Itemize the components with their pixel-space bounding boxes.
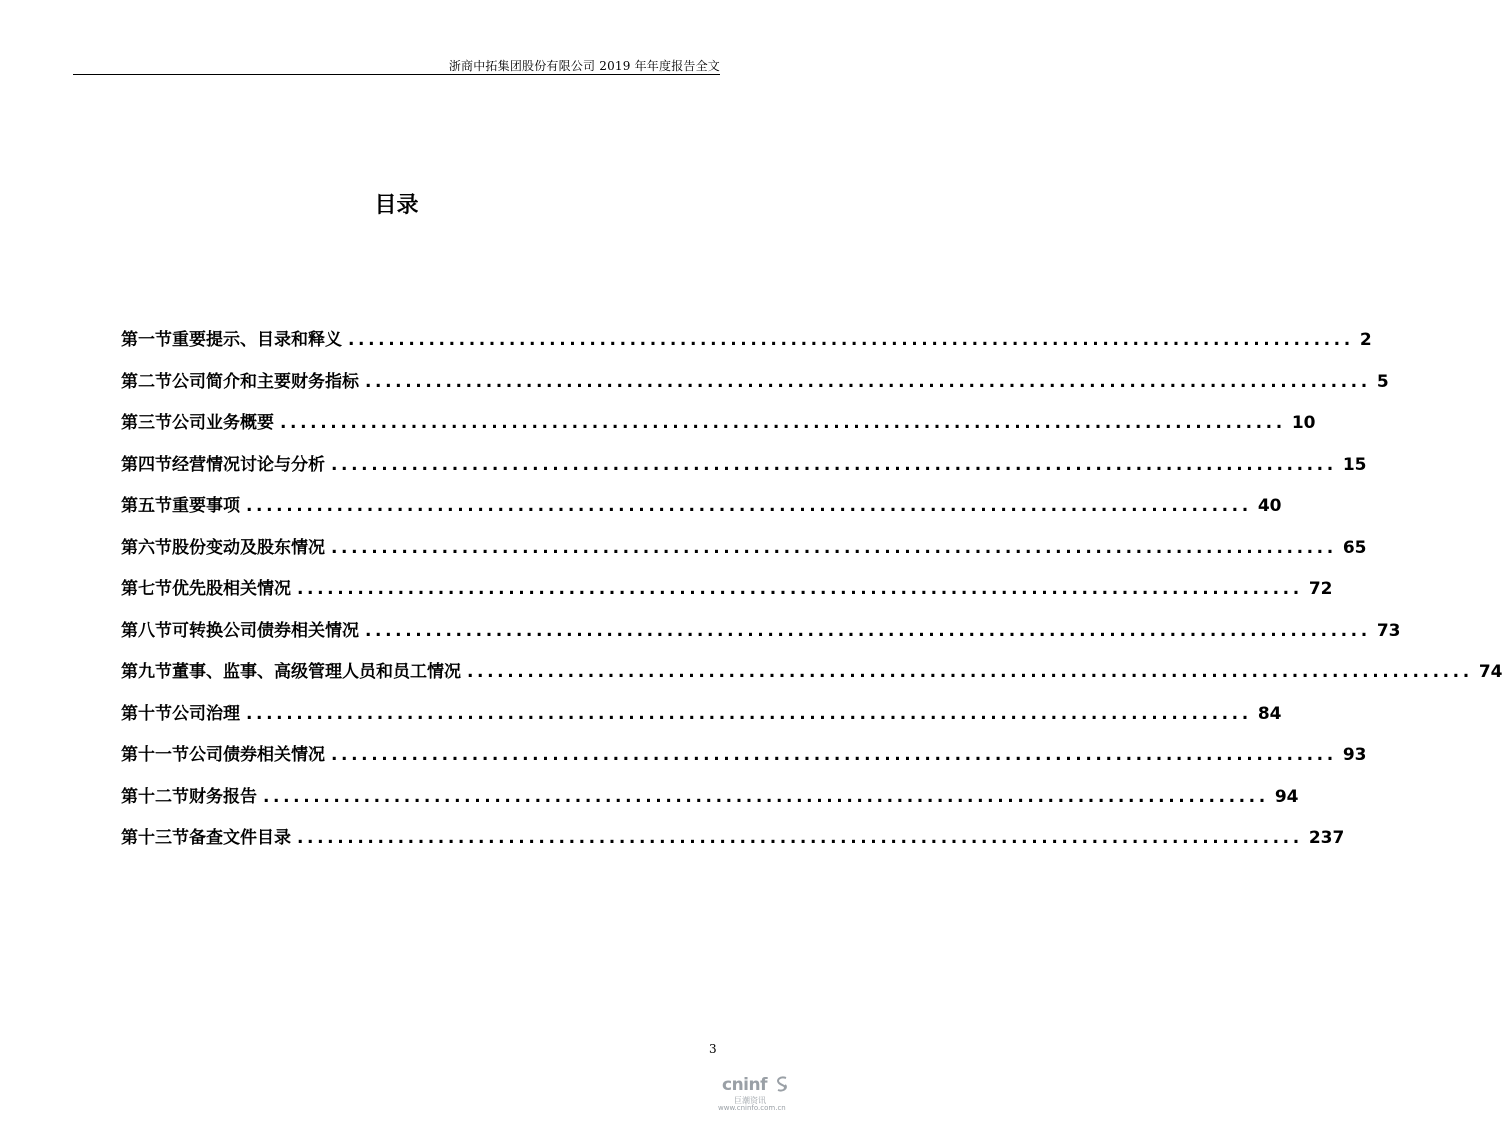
toc-entry-label[interactable]: 第九节董事、监事、高级管理人员和员工情况: [121, 662, 461, 682]
toc-entry-label[interactable]: 第三节公司业务概要: [121, 413, 274, 433]
toc-entry-page[interactable]: 73: [1376, 620, 1401, 641]
toc-entry[interactable]: [121, 616, 1401, 658]
toc-dot-leader: ....................................................................................................: [467, 662, 1473, 682]
toc-entry[interactable]: [121, 699, 1282, 741]
cninfo-swirl-icon: [775, 1076, 789, 1092]
toc-entry-page[interactable]: 84: [1257, 703, 1282, 724]
toc-entry-page[interactable]: 2: [1359, 330, 1372, 350]
toc-entry-label[interactable]: 第一节重要提示、目录和释义: [121, 330, 342, 350]
toc-entry-label[interactable]: 第八节可转换公司债券相关情况: [121, 620, 359, 641]
toc-dot-leader: ....................................................................................................: [246, 703, 1252, 724]
document-header-title: 浙商中拓集团股份有限公司 2019 年年度报告全文: [448, 59, 720, 73]
toc-entry-page[interactable]: 10: [1291, 413, 1316, 433]
toc-dot-leader: ....................................................................................................: [263, 786, 1269, 807]
toc-entry-page[interactable]: 15: [1342, 454, 1367, 475]
toc-entry-page[interactable]: 40: [1257, 496, 1282, 516]
toc-dot-leader: ....................................................................................................: [365, 371, 1371, 392]
logo-url: www.cninfo.com.cn: [718, 1104, 786, 1112]
header-divider: [73, 74, 720, 75]
toc-entry-label[interactable]: 第十一节公司债券相关情况: [121, 745, 325, 765]
toc-dot-leader: ....................................................................................................: [365, 620, 1371, 641]
toc-entry-label[interactable]: 第六节股份变动及股东情况: [121, 537, 325, 558]
toc-entry-page[interactable]: 93: [1342, 745, 1367, 765]
toc-entry[interactable]: [121, 367, 1389, 409]
toc-dot-leader: ....................................................................................................: [331, 454, 1337, 475]
toc-entry[interactable]: [121, 450, 1367, 492]
toc-entry-label[interactable]: 第十二节财务报告: [121, 786, 257, 807]
toc-entry[interactable]: [121, 408, 1316, 450]
toc-entry[interactable]: [121, 823, 1345, 865]
toc-entry[interactable]: [121, 782, 1299, 824]
toc-entry-label[interactable]: 第四节经营情况讨论与分析: [121, 454, 325, 475]
toc-dot-leader: ....................................................................................................: [331, 745, 1337, 765]
toc-entry-label[interactable]: 第七节优先股相关情况: [121, 579, 291, 599]
toc-entry[interactable]: [121, 533, 1367, 575]
logo-brand-text: cninf: [722, 1075, 768, 1095]
toc-entry-page[interactable]: 5: [1376, 371, 1389, 392]
toc-entry-label[interactable]: 第十节公司治理: [121, 703, 240, 724]
toc-dot-leader: ....................................................................................................: [280, 413, 1286, 433]
toc-entry[interactable]: [121, 491, 1282, 533]
toc-entry-page[interactable]: 72: [1308, 579, 1333, 599]
toc-entry-page[interactable]: 237: [1308, 828, 1345, 848]
toc-entry-page[interactable]: 74: [1478, 662, 1502, 682]
toc-entry-label[interactable]: 第十三节备查文件目录: [121, 828, 291, 848]
toc-entry[interactable]: [121, 574, 1333, 616]
toc-dot-leader: ....................................................................................................: [246, 496, 1252, 516]
toc-entry[interactable]: [121, 657, 1502, 699]
toc-dot-leader: ....................................................................................................: [348, 330, 1354, 350]
cninfo-watermark-logo: [718, 1075, 790, 1115]
toc-entry[interactable]: [121, 740, 1367, 782]
logo-chinese-name: 巨潮资讯: [734, 1096, 766, 1105]
toc-dot-leader: ....................................................................................................: [297, 579, 1303, 599]
toc-dot-leader: ....................................................................................................: [297, 828, 1303, 848]
toc-entry-label[interactable]: 第二节公司简介和主要财务指标: [121, 371, 359, 392]
toc-entry[interactable]: [121, 325, 1372, 367]
toc-entry-page[interactable]: 94: [1274, 786, 1299, 807]
toc-title: 目录: [374, 193, 419, 218]
toc-entry-label[interactable]: 第五节重要事项: [121, 496, 240, 516]
toc-dot-leader: ....................................................................................................: [331, 537, 1337, 558]
toc-entry-page[interactable]: 65: [1342, 537, 1367, 558]
toc-list: [121, 325, 1502, 865]
page-number: 3: [709, 1042, 717, 1056]
